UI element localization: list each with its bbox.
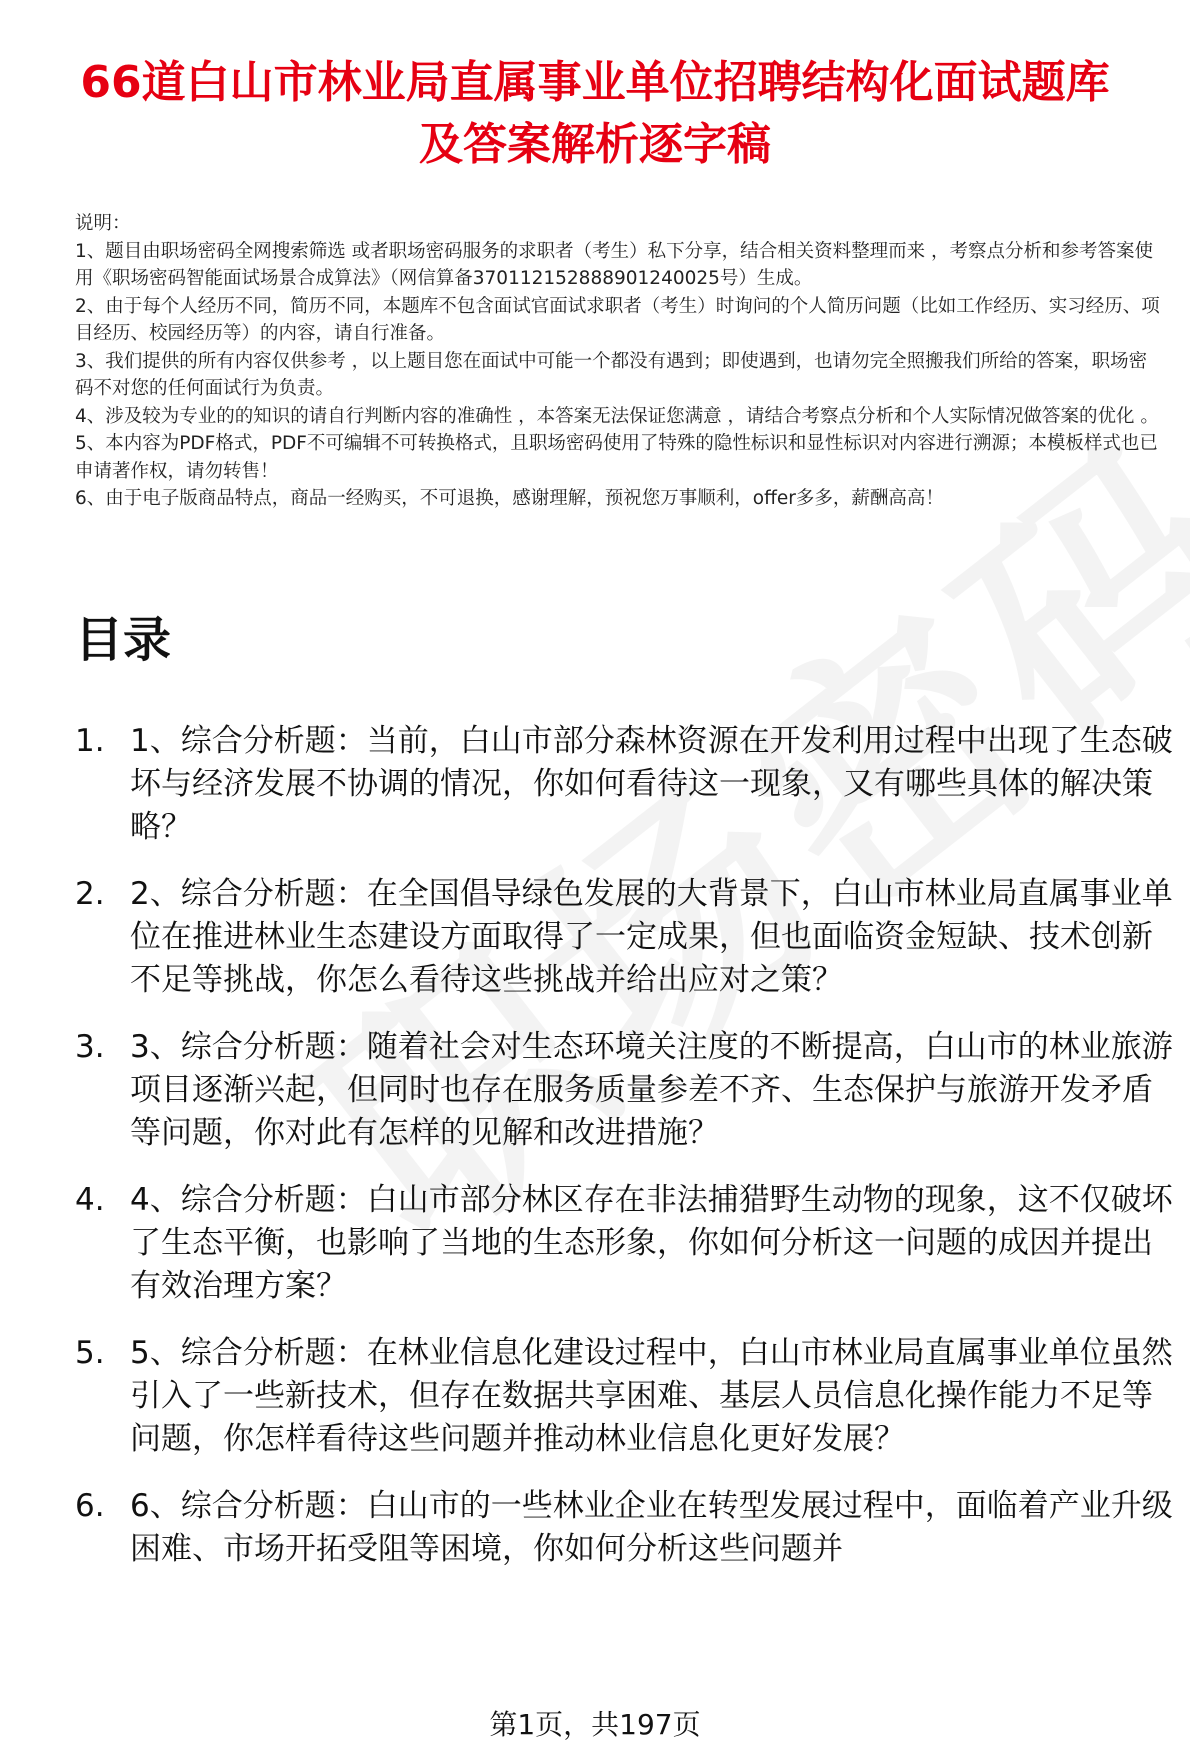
toc-item[interactable] (75, 1485, 1175, 1571)
toc-item-text[interactable]: 5、综合分析题：在林业信息化建设过程中，白山市林业局直属事业单位虽然引入了一些新技术，但存在数据共享困难、基层人员信息化操作能力不足等问题，你怎样看待这些问题并推动林业信息化更好发展？ (130, 1335, 1173, 1457)
notice-item: 6、由于电子版商品特点，商品一经购买，不可退换，感谢理解，预祝您万事顺利，offer多多，薪酬高高！ (75, 488, 944, 509)
toc-list (75, 720, 1175, 1595)
notice-heading: 说明： (75, 213, 131, 234)
toc-item-text[interactable]: 6、综合分析题：白山市的一些林业企业在转型发展过程中，面临着产业升级困难、市场开拓受阻等困境，你如何分析这些问题并 (130, 1488, 1173, 1567)
notice-item: 2、由于每个人经历不同，简历不同，本题库不包含面试官面试求职者（考生）时询问的个人简历问题（比如工作经历、实习经历、项目经历、校园经历等）的内容，请自行准备。 (75, 295, 1160, 344)
document-title: 66道白山市林业局直属事业单位招聘结构化面试题库及答案解析逐字稿 (80, 57, 1110, 170)
notice-item: 3、我们提供的所有内容仅供参考 ，以上题目您在面试中可能一个都没有遇到；即使遇到，也请勿完全照搬我们所给的答案，职场密码不对您的任何面试行为负责。 (75, 350, 1148, 399)
toc-item[interactable] (75, 873, 1175, 1002)
toc-item-text[interactable]: 1、综合分析题：当前，白山市部分森林资源在开发利用过程中出现了生态破坏与经济发展不协调的情况，你如何看待这一现象，又有哪些具体的解决策略？ (130, 723, 1173, 845)
toc-item[interactable] (75, 1332, 1175, 1461)
toc-heading: 目录 (75, 612, 172, 668)
notice-item: 5、本内容为PDF格式，PDF不可编辑不可转换格式，且职场密码使用了特殊的隐性标识和显性标识对内容进行溯源；本模板样式也已申请著作权，请勿转售！ (75, 433, 1158, 482)
toc-item-number: 5. (75, 1335, 105, 1371)
toc-item[interactable] (75, 1179, 1175, 1308)
notice-item: 4、涉及较为专业的的知识的请自行判断内容的准确性 ，本答案无法保证您满意 ，请结合考察点分析和个人实际情况做答案的优化 。 (75, 405, 1159, 427)
toc-item[interactable] (75, 720, 1175, 849)
toc-item-number: 4. (75, 1182, 105, 1218)
toc-item[interactable] (75, 1026, 1175, 1155)
toc-item-number: 2. (75, 876, 105, 912)
toc-item-text[interactable]: 4、综合分析题：白山市部分林区存在非法捕猎野生动物的现象，这不仅破坏了生态平衡，也影响了当地的生态形象，你如何分析这一问题的成因并提出有效治理方案？ (130, 1182, 1173, 1304)
notice-section (75, 210, 1165, 513)
notice-item: 1、题目由职场密码全网搜索筛选 或者职场密码服务的求职者（考生）私下分享，结合相关资料整理而来 ，考察点分析和参考答案使用《职场密码智能面试场景合成算法》（网信算备370112152888901240025号）生成。 (75, 240, 1154, 289)
toc-item-number: 6. (75, 1488, 105, 1524)
page-footer: 第1页，共197页 (489, 1708, 701, 1741)
toc-item-number: 1. (75, 723, 105, 759)
toc-item-text[interactable]: 3、综合分析题：随着社会对生态环境关注度的不断提高，白山市的林业旅游项目逐渐兴起，但同时也存在服务质量参差不齐、生态保护与旅游开发矛盾等问题，你对此有怎样的见解和改进措施？ (130, 1029, 1173, 1151)
toc-item-text[interactable]: 2、综合分析题：在全国倡导绿色发展的大背景下，白山市林业局直属事业单位在推进林业生态建设方面取得了一定成果，但也面临资金短缺、技术创新不足等挑战，你怎么看待这些挑战并给出应对之策？ (130, 876, 1173, 998)
toc-item-number: 3. (75, 1029, 105, 1065)
